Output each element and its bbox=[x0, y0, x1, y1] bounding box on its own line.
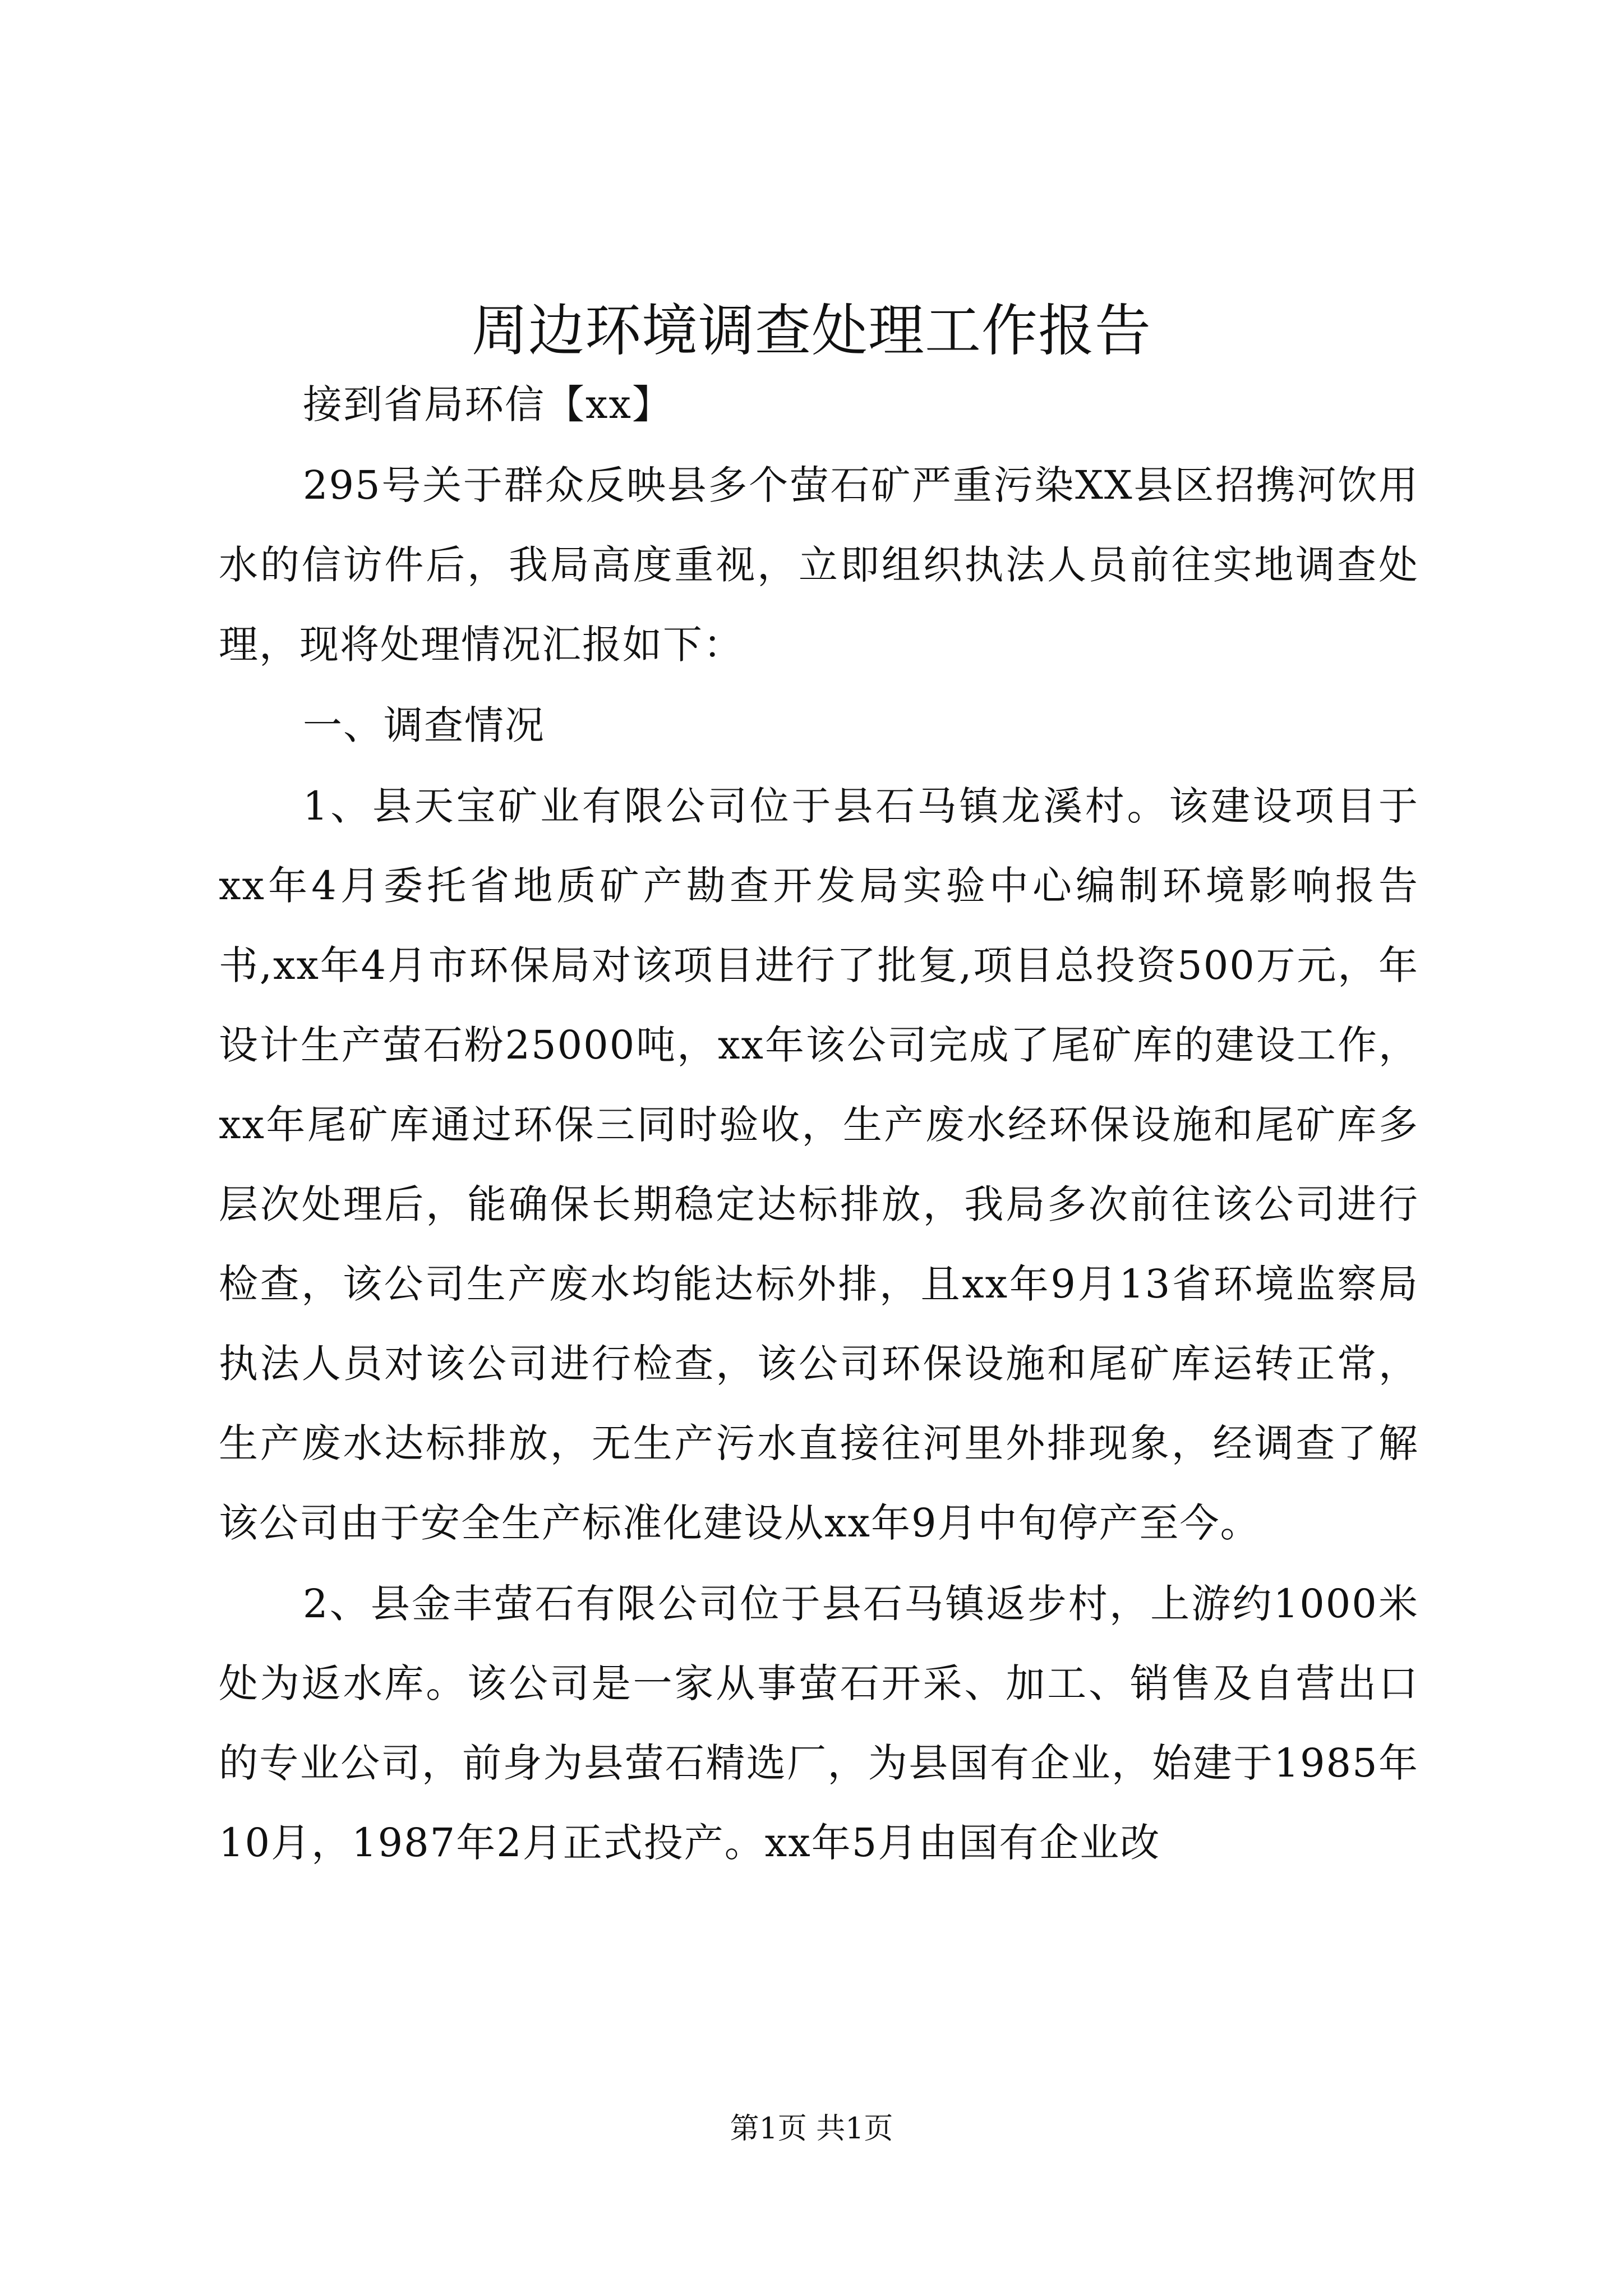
paragraph-item-1: 1、县天宝矿业有限公司位于县石马镇龙溪村。该建设项目于xx年4月委托省地质矿产勘查开发局实验中心编制环境影响报告书,xx年4月市环保局对该项目进行了批复,项目总投资500万元，年设计生产萤石粉25000吨，xx年该公司完成了尾矿库的建设工作，xx年尾矿库通过环保三同时验收，生产废水经环保设施和尾矿库多层次处理后，能确保长期稳定达标排放，我局多次前往该公司进行检查，该公司生产废水均能达标外排，且xx年9月13省环境监察局执法人员对该公司进行检查，该公司环保设施和尾矿库运转正常，生产废水达标排放，无生产污水直接往河里外排现象，经调查了解该公司由于安全生产标准化建设从xx年9月中旬停产至今。 bbox=[219, 783, 1419, 1546]
section-heading-investigation: 一、调查情况 bbox=[303, 702, 545, 748]
document-body bbox=[219, 365, 1419, 1883]
paragraph-intro: 接到省局环信【xx】 bbox=[303, 381, 672, 427]
paragraph-item-2: 2、县金丰萤石有限公司位于县石马镇返步村，上游约1000米处为返水库。该公司是一家从事萤石开采、加工、销售及自营出口的专业公司，前身为县萤石精选厂，为县国有企业，始建于1985年10月，1987年2月正式投产。xx年5月由国有企业改 bbox=[219, 1581, 1419, 1866]
paragraph-petition: 295号关于群众反映县多个萤石矿严重污染XX县区招携河饮用水的信访件后，我局高度重视，立即组织执法人员前往实地调查处理，现将处理情况汇报如下： bbox=[219, 462, 1419, 668]
page-footer: 第1页 共1页 bbox=[730, 2112, 893, 2146]
document-title: 周边环境调查处理工作报告 bbox=[472, 298, 1151, 364]
